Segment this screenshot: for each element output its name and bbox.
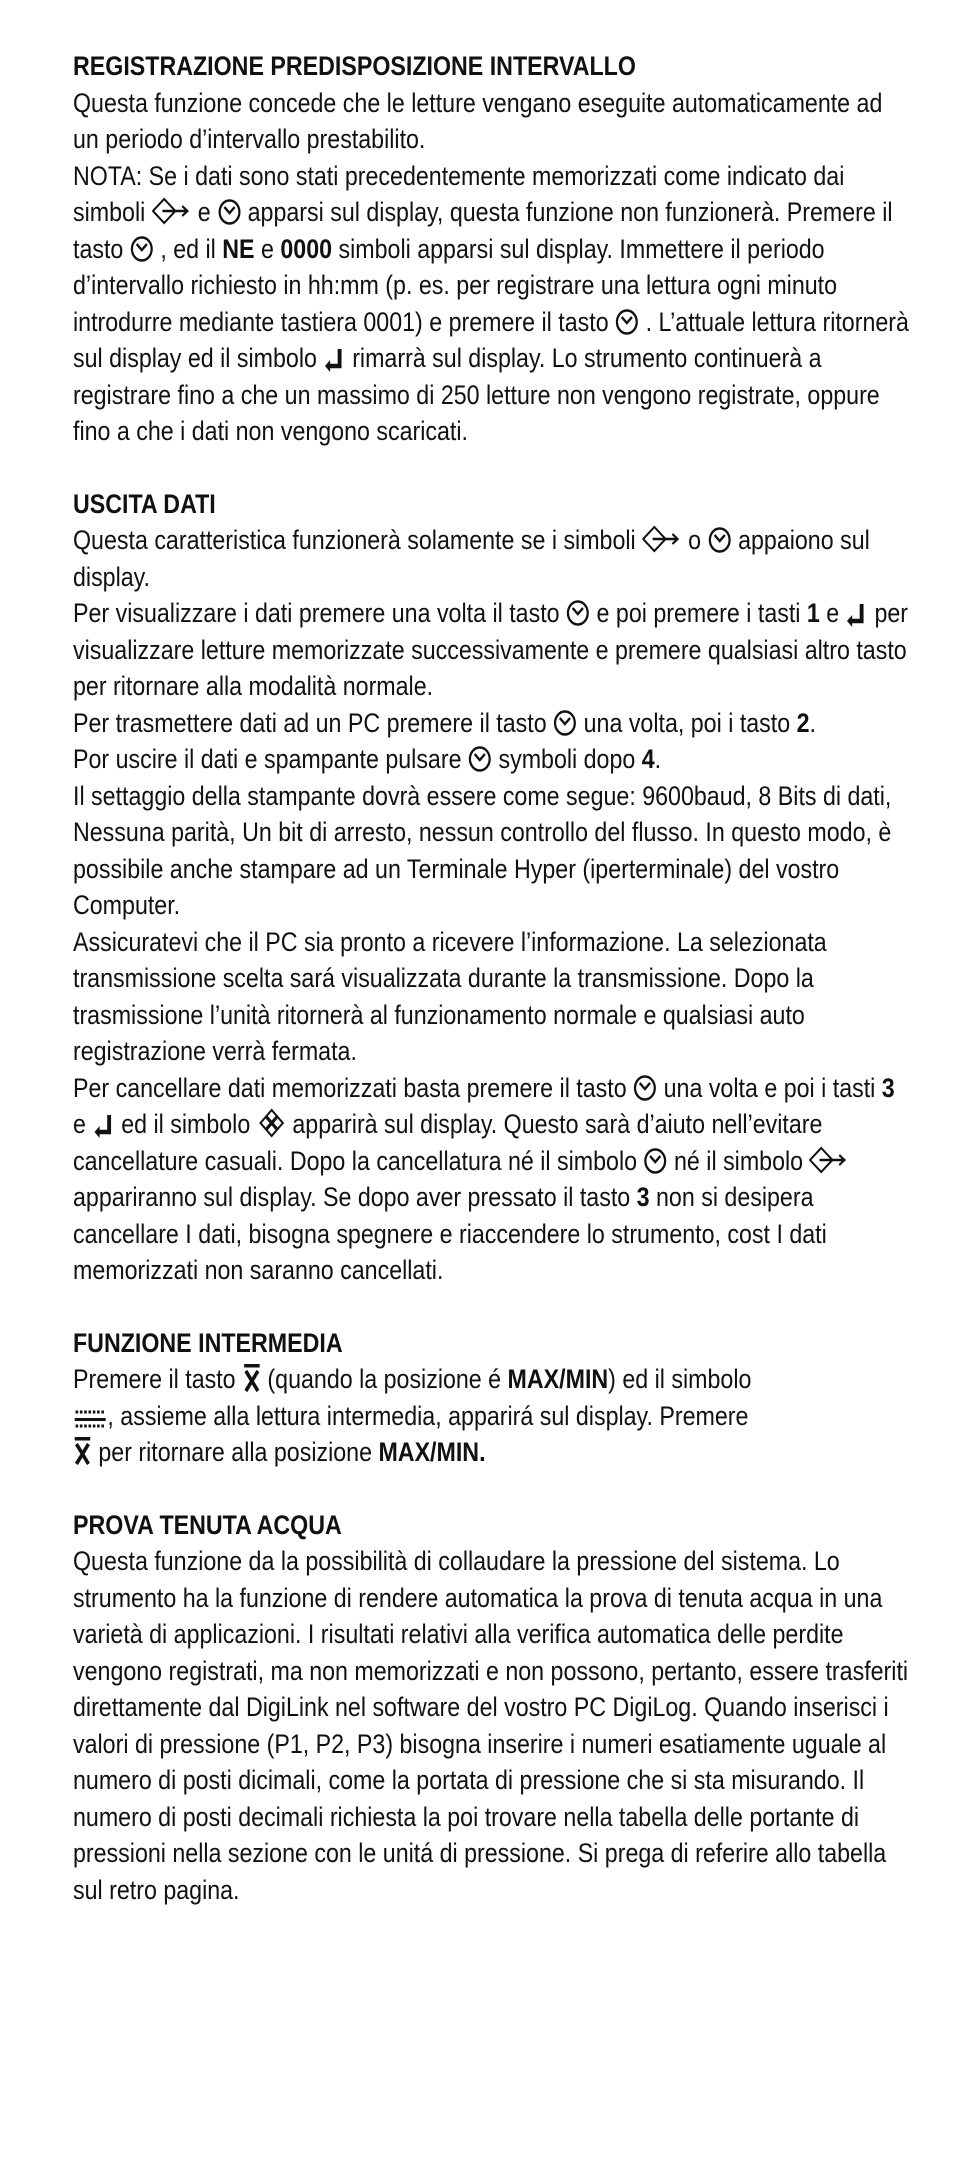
clock-icon: [130, 235, 154, 263]
x-bar-icon: [73, 1436, 92, 1466]
enter-key-icon: [846, 601, 868, 627]
section-title: PROVA TENUTA ACQUA: [73, 1509, 342, 1540]
section-title: REGISTRAZIONE PREDISPOSIZIONE INTERVALLO: [73, 51, 636, 81]
section-title: USCITA DATI: [73, 488, 216, 519]
diamond-arrow-icon: [642, 524, 682, 554]
document-page: [73, 48, 913, 1908]
clock-icon: [468, 745, 492, 773]
section-intermediate-function: [73, 1325, 913, 1471]
paragraph: Assicuratevi che il PC sia pronto a ricevere l’informazione. La selezionata transmissione scelta sará visualizzata durante la transmissione. Dopo la trasmissione l’unità ritornerà al funzionamento normale e qualsiasi auto registrazione verrà fermata.: [73, 926, 827, 1066]
section-interval-logging: [73, 48, 913, 450]
section-data-output: [73, 486, 913, 1289]
section-title: FUNZIONE INTERMEDIA: [73, 1327, 343, 1358]
diamond-cross-icon: [257, 1108, 286, 1138]
dotted-bar-icon: [73, 1408, 107, 1430]
paragraph: Premere il tasto (quando la posizione é MAX/MIN) ed il simbolo , assieme alla lettura intermedia, apparirá sul display. Premere per ritornare alla posizione MAX/MIN.: [73, 1364, 752, 1467]
clock-icon: [615, 308, 639, 336]
paragraph: Per trasmettere dati ad un PC premere il tasto una volta, poi i tasto 2.: [73, 707, 816, 738]
paragraph: Questa caratteristica funzionerà solamente se i simboli o appaiono sul display.: [73, 525, 870, 592]
enter-key-icon: [92, 1112, 114, 1138]
enter-key-icon: [323, 346, 345, 372]
diamond-arrow-icon: [152, 196, 192, 226]
paragraph: Questa funzione concede che le letture vengano eseguite automaticamente ad un periodo d’intervallo prestabilito.: [73, 87, 883, 154]
paragraph: Questa funzione da la possibilità di collaudare la pressione del sistema. Lo strumento ha la funzione di rendere automatica la prova di tenuta acqua in una varietà di applicazioni. I risultati relativi alla verifica automatica delle perdite vengono registrati, ma non memorizzati e non possono, pertanto, essere trasferiti direttamente dal DigiLink nel software del vostro PC DigiLog. Quando inserisci i valori di pressione (P1, P2, P3) bisogna inserire i numeri esatiamente uguale al numero di posti dicimali, come la portata di pressione che si sta misurando. Il numero di posti decimali richiesta la poi trovare nella tabella delle portante di pressioni nella sezione con le unitá di pressione. Si prega di referire allo tabella sul retro pagina.: [73, 1546, 909, 1905]
clock-icon: [633, 1074, 657, 1102]
clock-icon: [553, 709, 577, 737]
section-leak-test: [73, 1507, 913, 1909]
paragraph: Per cancellare dati memorizzati basta premere il tasto una volta e poi i tasti 3 e ed il simbolo apparirà sul display. Questo sarà d’aiuto nell’evitare cancellature casuali. Dopo la cancellatura né il simbolo né il simbolo appariranno sul display. Se dopo aver pressato il tasto 3 non si desipera cancellare I dati, bisogna spegnere e riaccendere lo strumento, cost I dati memorizzati non saranno cancellati.: [73, 1072, 895, 1285]
x-bar-icon: [242, 1363, 261, 1393]
clock-icon: [708, 526, 732, 554]
paragraph-note: NOTA: Se i dati sono stati precedentemente memorizzati come indicato dai simboli e apparsi sul display, questa funzione non funzionerà. Premere il tasto , ed il NE e 0000 simboli apparsi sul display. Immettere il periodo d’intervallo richiesto in hh:mm (p. es. per registrare una lettura ogni minuto introdurre mediante tastiera 0001) e premere il tasto . L’attuale lettura ritornerà sul display ed il simbolo rimarrà sul display. Lo strumento continuerà a registrare fino a che un massimo di 250 letture non vengono registrate, oppure fino a che i dati non vengono scaricati.: [73, 160, 909, 446]
clock-icon: [643, 1147, 667, 1175]
clock-icon: [217, 198, 241, 226]
paragraph: Por uscire il dati e spampante pulsare symboli dopo 4.: [73, 744, 662, 774]
clock-icon: [566, 599, 590, 627]
paragraph: Il settaggio della stampante dovrà essere come segue: 9600baud, 8 Bits di dati, Nessuna parità, Un bit di arresto, nessun controllo del flusso. In questo modo, è possibile anche stampare ad un Terminale Hyper (iperterminale) del vostro Computer.: [73, 780, 892, 920]
diamond-arrow-icon: [810, 1145, 850, 1175]
paragraph: Per visualizzare i dati premere una volta il tasto e poi premere i tasti 1 e per visualizzare letture memorizzate successivamente e premere qualsiasi altro tasto per ritornare alla modalità normale.: [73, 598, 909, 701]
